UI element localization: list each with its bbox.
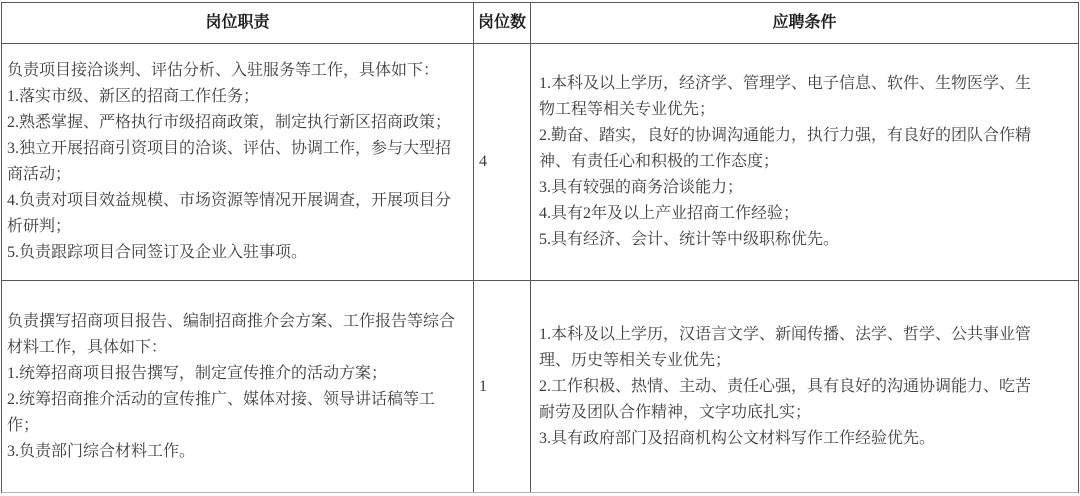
requirement-paragraph: 2.勤奋、踏实，良好的协调沟通能力，执行力强，有良好的团队合作精神、有责任心和积极的工作态度；	[539, 127, 1032, 170]
requirement-paragraph: 1.本科及以上学历，汉语言文学、新闻传播、法学、哲学、公共事业管理、历史等相关专业优先；	[539, 325, 1032, 369]
duty-paragraph: 负责撰写招商项目报告、编制招商推介会方案、工作报告等综合材料工作，具体如下：	[7, 312, 456, 356]
duty-paragraph: 2.统筹招商推介活动的宣传推广、媒体对接、领导讲话稿等工作；	[7, 390, 436, 434]
requirement-paragraph: 4.具有2年及以上产业招商工作经验；	[539, 205, 800, 222]
row1-requirements-cell	[531, 44, 1078, 281]
header-duties: 岗位职责	[2, 3, 474, 44]
requirement-paragraph: 2.工作积极、热情、主动、责任心强，具有良好的沟通协调能力、吃苦耐劳及团队合作精神，文字功底扎实；	[539, 377, 1032, 421]
requirement-paragraph: 1.本科及以上学历，经济学、管理学、电子信息、软件、生物医学、生物工程等相关专业优先；	[539, 75, 1032, 118]
row2-duties-cell	[2, 281, 474, 492]
duty-paragraph: 1.落实市级、新区的招商工作任务；	[7, 88, 260, 105]
row2-requirements-cell	[531, 281, 1078, 492]
row2-count-cell	[474, 281, 531, 492]
header-requirements: 应聘条件	[531, 3, 1078, 44]
row1-duties-cell	[2, 44, 474, 281]
duty-paragraph: 3.独立开展招商引资项目的洽谈、评估、协调工作，参与大型招商活动；	[7, 140, 452, 183]
requirement-paragraph: 5.具有经济、会计、统计等中级职称优先。	[539, 231, 840, 248]
header-count: 岗位数	[474, 3, 531, 44]
duty-paragraph: 1.统筹招商项目报告撰写，制定宣传推介的活动方案；	[7, 364, 388, 382]
requirement-paragraph: 3.具有政府部门及招商机构公文材料写作工作经验优先。	[539, 429, 936, 447]
job-postings-table	[1, 2, 1079, 493]
duty-paragraph: 3.负责部门综合材料工作。	[7, 442, 196, 460]
duty-paragraph: 5.负责跟踪项目合同签订及企业入驻事项。	[7, 244, 308, 261]
position-count: 1	[479, 377, 487, 395]
position-count: 4	[479, 153, 487, 170]
duty-paragraph: 2.熟悉掌握、严格执行市级招商政策，制定执行新区招商政策；	[7, 114, 452, 131]
duty-paragraph: 负责项目接洽谈判、评估分析、入驻服务等工作，具体如下：	[7, 62, 440, 79]
row1-count-cell	[474, 44, 531, 281]
duty-paragraph: 4.负责对项目效益规模、市场资源等情况开展调查，开展项目分析研判；	[7, 192, 452, 235]
requirement-paragraph: 3.具有较强的商务洽谈能力；	[539, 179, 744, 196]
table-grid	[2, 3, 1078, 492]
